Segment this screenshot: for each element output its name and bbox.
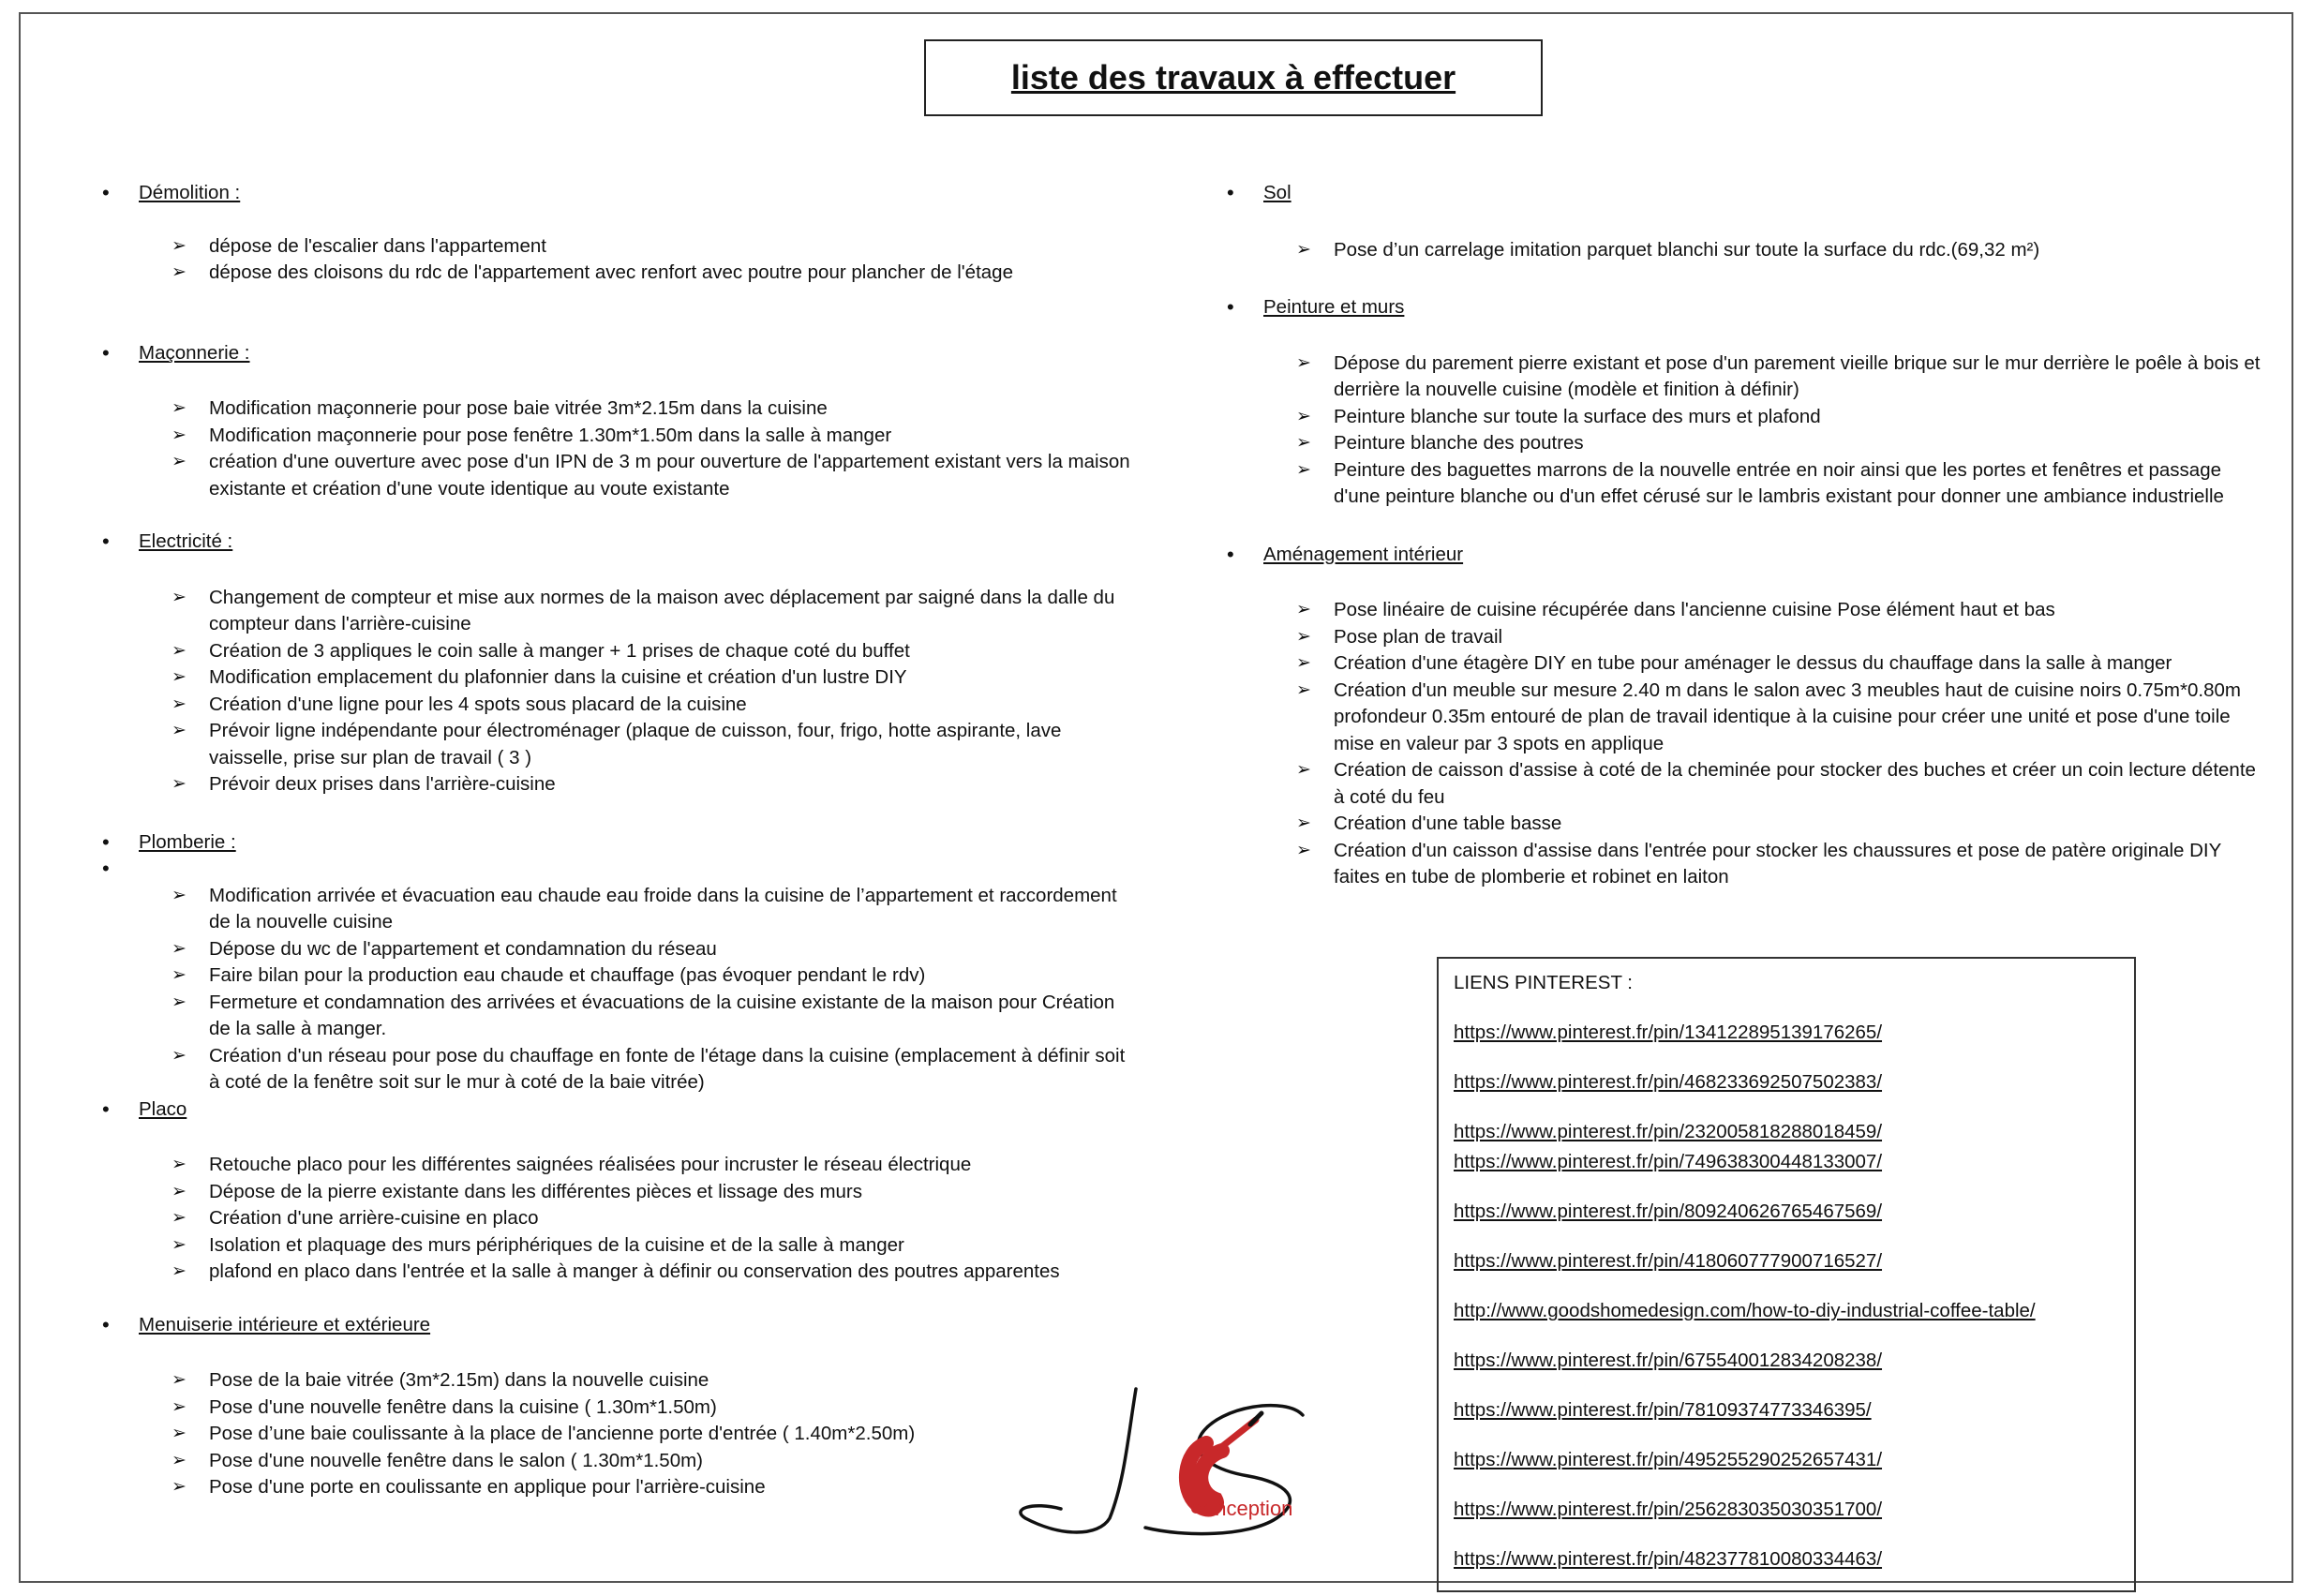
section-maconnerie [98,340,1139,503]
item-list [1223,237,2268,264]
list-item: ➢ Création d'une table basse [1223,811,2268,838]
section-demolition [98,180,1139,287]
logo-dot-icon [1191,1504,1201,1514]
list-item: ➢ Pose d'une nouvelle fenêtre dans la cuisine ( 1.30m*1.50m) [98,1395,1139,1422]
section-heading: • Sol [1223,180,2268,207]
links-title: LIENS PINTEREST : [1454,972,1634,993]
pinterest-links-box [1437,957,2136,1592]
list-item: ➢ Création de caisson d'assise à coté de la cheminée pour stocker des buches et créer un coin lecture détente à coté du feu [1223,757,2268,811]
section-heading: • Menuiserie intérieure et extérieure [98,1312,1139,1339]
item-list [98,883,1139,1096]
section-heading: • Plomberie : [98,829,1139,857]
link-item[interactable]: https://www.pinterest.fr/pin/78109374773346395/ [1454,1399,1872,1421]
link-item[interactable]: https://www.pinterest.fr/pin/232005818288018459/ [1454,1121,1883,1142]
list-item: ➢ Fermeture et condamnation des arrivées et évacuations de la cuisine existante de la maison pour Création de la salle à manger. [98,990,1139,1043]
logo-j-stroke [1021,1389,1136,1532]
list-item: ➢ Pose plan de travail [1223,624,2268,651]
link-item[interactable]: https://www.pinterest.fr/pin/134122895139176265/ [1454,1022,1883,1043]
list-item: ➢ Dépose de la pierre existante dans les différentes pièces et lissage des murs [98,1179,1139,1206]
list-item: ➢ Prévoir deux prises dans l'arrière-cuisine [98,771,1139,798]
item-list [98,1152,1139,1286]
list-item: ➢ Création d'un réseau pour pose du chauffage en fonte de l'étage dans la cuisine (emplacement à définir soit à coté de la fenêtre soit sur le mur à coté de la baie vitrée) [98,1043,1139,1096]
section-menuiserie [98,1312,1139,1501]
list-item: ➢ Pose d’une baie coulissante à la place de l'ancienne porte d'entrée ( 1.40m*2.50m) [98,1421,1139,1448]
logo-text: onception [1203,1497,1293,1520]
item-list [98,395,1139,502]
link-item[interactable]: https://www.pinterest.fr/pin/809240626765467569/ [1454,1201,1883,1222]
list-item: ➢ Pose d’un carrelage imitation parquet blanchi sur toute la surface du rdc.(69,32 m²) [1223,237,2268,264]
list-item: ➢ Pose linéaire de cuisine récupérée dans l'ancienne cuisine Pose élément haut et bas [1223,597,2268,624]
list-item: ➢ Création d'un caisson d'assise dans l'entrée pour stocker les chaussures et pose de patère originale DIY faites en tube de plomberie et robinet en laiton [1223,838,2268,891]
list-item: ➢ plafond en placo dans l'entrée et la salle à manger à définir ou conservation des poutres apparentes [98,1259,1139,1286]
title-box [924,39,1543,116]
list-item: ➢ Création d'un meuble sur mesure 2.40 m dans le salon avec 3 meubles haut de cuisine noirs 0.75m*0.80m profondeur 0.35m entouré de plan de travail identique à la cuisine pour créer une unité et pose d'une toile mise en valeur par 3 spots en applique [1223,678,2268,758]
list-item: ➢ dépose des cloisons du rdc de l'appartement avec renfort avec poutre pour plancher de l'étage [98,260,1139,287]
list-item: ➢ Modification maçonnerie pour pose baie vitrée 3m*2.15m dans la cuisine [98,395,1139,423]
link-item[interactable]: https://www.pinterest.fr/pin/418060777900716527/ [1454,1250,1883,1272]
js-conception-logo [1005,1378,1342,1546]
list-item: ➢ Retouche placo pour les différentes saignées réalisées pour incruster le réseau électrique [98,1152,1139,1179]
section-heading: • Electricité : [98,529,1139,556]
list-item: ➢ Pose d'une nouvelle fenêtre dans le salon ( 1.30m*1.50m) [98,1448,1139,1475]
list-item: ➢ Prévoir ligne indépendante pour électroménager (plaque de cuisson, four, frigo, hotte aspirante, lave vaisselle, prise sur plan de travail ( 3 ) [98,718,1139,771]
section-plomberie [98,829,1139,1096]
list-item: ➢ Création d'une étagère DIY en tube pour aménager le dessus du chauffage dans la salle à manger [1223,650,2268,678]
section-heading: • Peinture et murs [1223,294,2268,321]
list-item: ➢ Peinture blanche des poutres [1223,430,2268,457]
list-item: ➢ Création de 3 appliques le coin salle à manger + 1 prises de chaque coté du buffet [98,638,1139,665]
list-item: ➢ Dépose du wc de l'appartement et condamnation du réseau [98,936,1139,963]
link-item[interactable]: https://www.pinterest.fr/pin/256283035030351700/ [1454,1499,1883,1520]
link-item[interactable]: https://www.pinterest.fr/pin/749638300448133007/ [1454,1151,1883,1172]
link-item[interactable]: https://www.pinterest.fr/pin/482377810080334463/ [1454,1548,1883,1570]
item-list [98,1367,1139,1501]
item-list [98,233,1139,287]
section-electricite [98,529,1139,798]
section-amenagement [1223,542,2268,891]
list-item: ➢ Faire bilan pour la production eau chaude et chauffage (pas évoquer pendant le rdv) [98,962,1139,990]
list-item: ➢ Dépose du parement pierre existant et pose d'un parement vieille brique sur le mur derrière le poêle à bois et derrière la nouvelle cuisine (modèle et finition à définir) [1223,351,2268,404]
left-column [98,180,1139,1501]
right-column [1223,180,2268,891]
item-list [1223,597,2268,891]
link-item[interactable]: https://www.pinterest.fr/pin/468233692507502383/ [1454,1071,1883,1093]
section-heading: • Placo [98,1096,1139,1124]
list-item: ➢ dépose de l'escalier dans l'appartement [98,233,1139,261]
list-item: ➢ Modification arrivée et évacuation eau chaude eau froide dans la cuisine de l’appartement et raccordement de la nouvelle cuisine [98,883,1139,936]
link-item[interactable]: http://www.goodshomedesign.com/how-to-diy-industrial-coffee-table/ [1454,1300,2036,1321]
list-item: ➢ Modification maçonnerie pour pose fenêtre 1.30m*1.50m dans la salle à manger [98,423,1139,450]
list-item: ➢ Modification emplacement du plafonnier dans la cuisine et création d'un lustre DIY [98,664,1139,692]
list-item: ➢ Pose d'une porte en coulissante en applique pour l'arrière-cuisine [98,1474,1139,1501]
section-heading: • Aménagement intérieur [1223,542,2268,569]
section-heading: • Démolition : [98,180,1139,207]
list-item: ➢ Changement de compteur et mise aux normes de la maison avec déplacement par saigné dans la dalle du compteur dans l'arrière-cuisine [98,585,1139,638]
list-item: ➢ Peinture blanche sur toute la surface des murs et plafond [1223,404,2268,431]
page-title: liste des travaux à effectuer [1010,58,1456,97]
section-placo [98,1096,1139,1286]
item-list [98,585,1139,798]
section-sol [1223,180,2268,263]
list-item: ➢ Pose de la baie vitrée (3m*2.15m) dans la nouvelle cuisine [98,1367,1139,1395]
link-item[interactable]: https://www.pinterest.fr/pin/495255290252657431/ [1454,1449,1883,1470]
list-item: ➢ Isolation et plaquage des murs périphériques de la cuisine et de la salle à manger [98,1232,1139,1260]
empty-bullet [98,856,1139,883]
list-item: ➢ Peinture des baguettes marrons de la nouvelle entrée en noir ainsi que les portes et fenêtres et passage d'une peinture blanche ou d'un effet cérusé sur le lambris existant pour donner une ambiance industrielle [1223,457,2268,511]
list-item: ➢ Création d'une ligne pour les 4 spots sous placard de la cuisine [98,692,1139,719]
section-heading: • Maçonnerie : [98,340,1139,367]
link-item[interactable]: https://www.pinterest.fr/pin/675540012834208238/ [1454,1350,1883,1371]
section-peinture [1223,294,2268,511]
list-item: ➢ Création d'une arrière-cuisine en placo [98,1205,1139,1232]
list-item: ➢ création d'une ouverture avec pose d'un IPN de 3 m pour ouverture de l'appartement existant vers la maison existante et création d'une voute identique au voute existante [98,449,1139,502]
item-list [1223,351,2268,511]
